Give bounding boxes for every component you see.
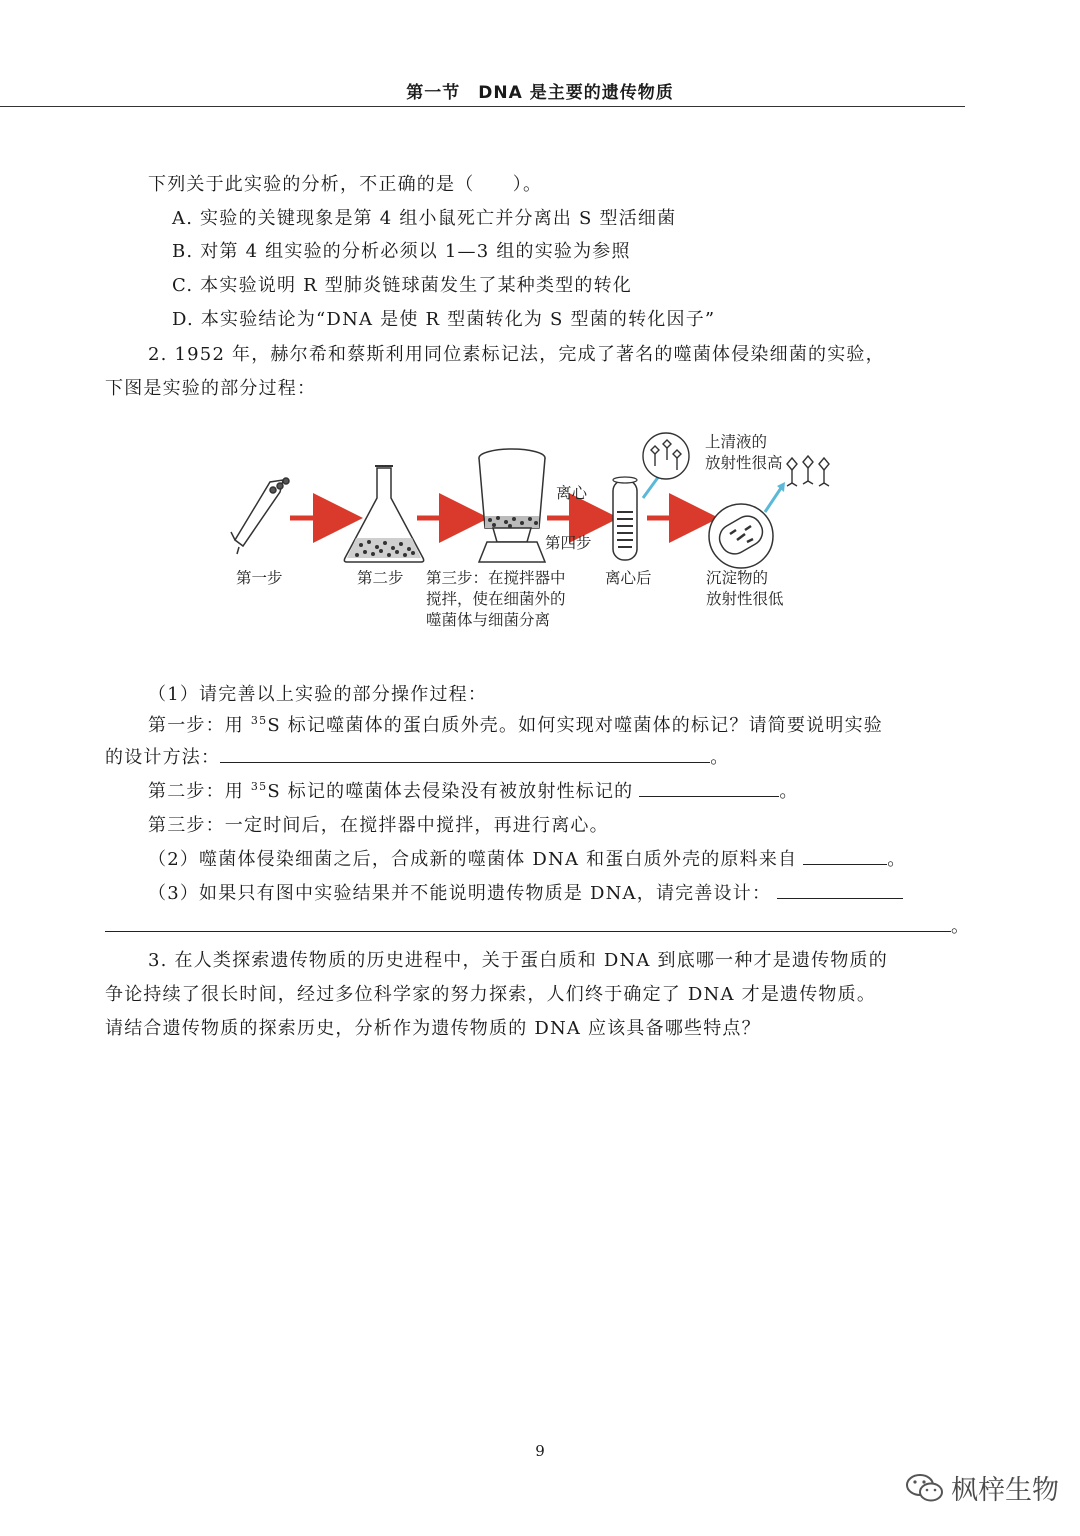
q1-option-a: A. 实验的关键现象是第 4 组小鼠死亡并分离出 S 型活细菌 [172, 208, 677, 229]
label-sediment-line1: 沉淀物的 [706, 569, 769, 587]
label-step3-line3: 噬菌体与细菌分离 [426, 611, 551, 629]
period: 。 [779, 781, 799, 802]
label-step2: 第二步 [357, 569, 404, 587]
page-number: 9 [535, 1442, 545, 1460]
q2-step1-line2 [105, 743, 729, 769]
sediment-bacterium-icon [709, 504, 773, 568]
label-step4: 第四步 [545, 534, 592, 552]
answer-blank-part2[interactable] [803, 846, 887, 865]
step2-prefix: 第二步：用 [148, 781, 251, 802]
header-divider [0, 106, 965, 107]
arrow-to-phages [765, 488, 781, 512]
wechat-icon [905, 1471, 945, 1505]
q1-option-b: B. 对第 4 组实验的分析必须以 1—3 组的实验为参照 [172, 241, 631, 262]
label-centrifuge: 离心 [556, 484, 588, 502]
label-step3-line2: 搅拌，使在细菌外的 [426, 590, 566, 608]
tweezers-icon [231, 478, 289, 554]
page-header-title: 第一节 DNA 是主要的遗传物质 [406, 83, 674, 103]
period: 。 [951, 916, 971, 937]
label-step3-line1: 第三步：在搅拌器中 [426, 569, 566, 587]
period: 。 [887, 849, 907, 870]
label-after-centrifuge: 离心后 [605, 569, 652, 587]
supernatant-phage-icon [643, 433, 689, 479]
phage-experiment-figure [225, 420, 865, 650]
flask-icon [344, 466, 423, 562]
test-tube-icon [613, 477, 637, 560]
answer-blank-step2[interactable] [639, 778, 779, 797]
q2-part1-title: （1）请完善以上实验的部分操作过程： [148, 684, 488, 705]
q2-step1-line1 [148, 711, 883, 737]
watermark-text: 枫梓生物 [951, 1475, 1059, 1506]
step1-isotope-sup: 35 [250, 714, 268, 727]
q3-line3: 请结合遗传物质的探索历史，分析作为遗传物质的 DNA 应该具备哪些特点？ [105, 1018, 761, 1039]
q2-step3: 第三步：一定时间后，在搅拌器中搅拌，再进行离心。 [148, 815, 609, 836]
q1-option-d: D. 本实验结论为“DNA 是使 R 型菌转化为 S 型菌的转化因子” [172, 309, 716, 330]
q1-option-c: C. 本实验说明 R 型肺炎链球菌发生了某种类型的转化 [172, 275, 632, 296]
label-step3 [426, 568, 566, 631]
answer-blank-part3[interactable] [777, 880, 903, 899]
label-supernatant-line2: 放射性很高 [705, 454, 783, 472]
label-sediment-line2: 放射性很低 [706, 590, 784, 608]
arrow-to-supernatant [643, 476, 659, 498]
q2-intro-line1: 2. 1952 年，赫尔希和蔡斯利用同位素标记法，完成了著名的噬菌体侵染细菌的实验， [148, 344, 885, 365]
part3-text: （3）如果只有图中实验结果并不能说明遗传物质是 DNA，请完善设计： [148, 883, 772, 904]
blender-icon [479, 449, 545, 562]
q3-line2: 争论持续了很长时间，经过多位科学家的努力探索，人们终于确定了 DNA 才是遗传物质。 [105, 984, 877, 1005]
q2-part3 [148, 879, 903, 905]
step2-isotope-sup: 35 [250, 780, 268, 793]
phage-group-icon [787, 456, 829, 486]
step1-text: S 标记噬菌体的蛋白质外壳。如何实现对噬菌体的标记？请简要说明实验 [267, 715, 883, 736]
q2-part3-line2 [105, 912, 970, 938]
part2-text: （2）噬菌体侵染细菌之后，合成新的噬菌体 DNA 和蛋白质外壳的原料来自 [148, 849, 798, 870]
q2-part2 [148, 845, 906, 871]
q2-step2 [148, 777, 799, 803]
step1-line2-text: 的设计方法： [105, 747, 221, 768]
step1-prefix: 第一步：用 [148, 715, 251, 736]
watermark [905, 1468, 1059, 1507]
q2-intro-line2: 下图是实验的部分过程： [105, 378, 317, 399]
step2-text: S 标记的噬菌体去侵染没有被放射性标记的 [267, 781, 634, 802]
q1-stem: 下列关于此实验的分析，不正确的是（ ）。 [148, 174, 543, 195]
label-supernatant [705, 432, 783, 474]
label-supernatant-line1: 上清液的 [705, 433, 768, 451]
label-step1: 第一步 [236, 569, 283, 587]
answer-blank-design[interactable] [220, 744, 710, 763]
period: 。 [710, 747, 730, 768]
label-sediment [706, 568, 784, 610]
q3-line1: 3. 在人类探索遗传物质的历史进程中，关于蛋白质和 DNA 到底哪一种才是遗传物质的 [148, 950, 888, 971]
answer-blank-part3-continued[interactable] [105, 913, 951, 932]
